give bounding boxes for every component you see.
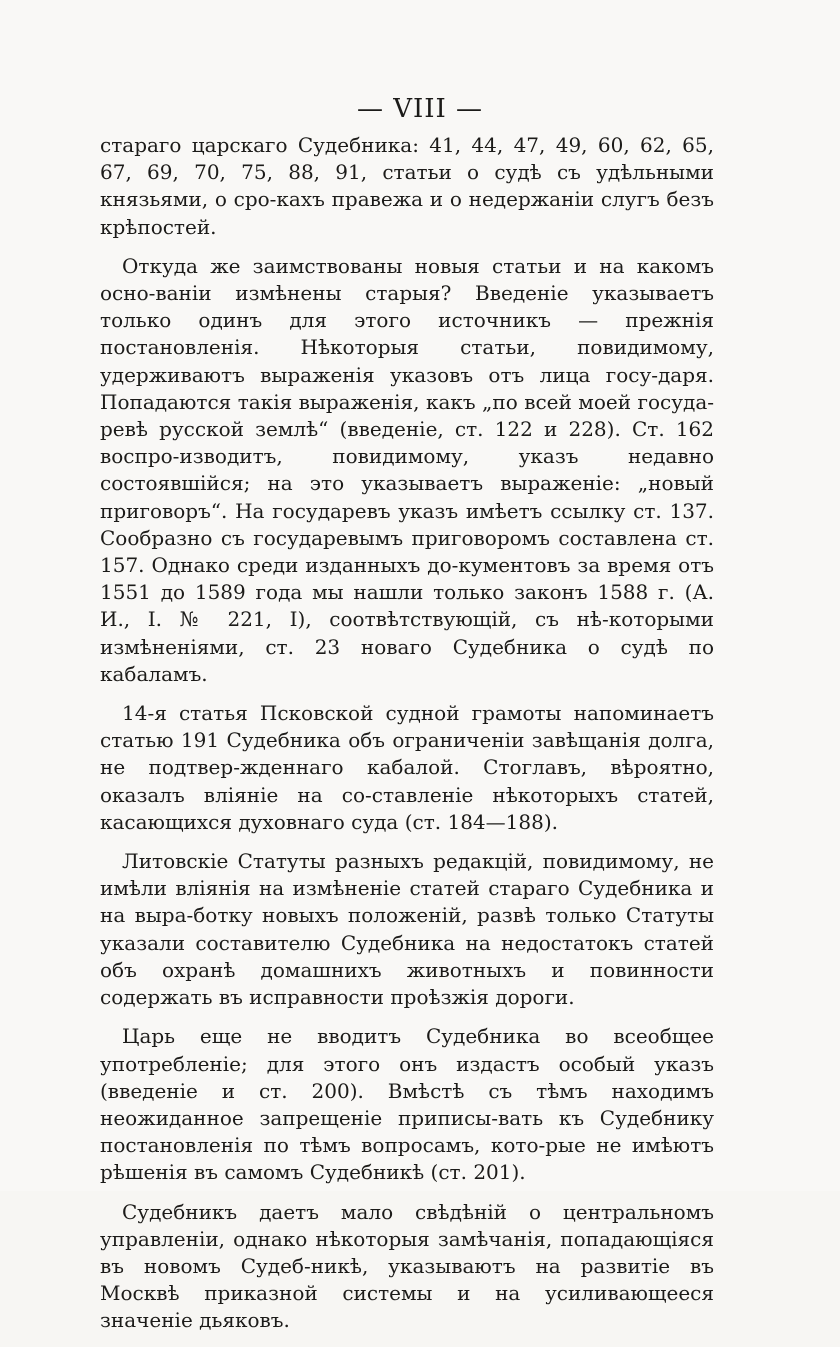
page-number: — VIII —: [356, 94, 484, 124]
paragraph: Откуда же заимствованы новыя статьи и на какомъ осно-ваніи измѣнены старыя? Введеніе указываетъ только одинъ для этого источникъ — прежнія постановленія. Нѣкоторыя статьи, повидимому, удерживаютъ выраженія указовъ отъ лица госу-даря. Попадаются такія выраженія, какъ „по всей моей госуда-ревѣ русской землѣ“ (введеніе, ст. 122 и 228). Ст. 162 воспро-изводитъ, повидимому, указъ недавно состоявшійся; на это указываетъ выраженіе: „новый приговоръ“. На государевъ указъ имѣетъ ссылку ст. 137. Сообразно съ государевымъ приговоромъ составлена ст. 157. Однако среди изданныхъ до-кументовъ за время отъ 1551 до 1589 года мы нашли только законъ 1588 г. (А. И., I. № 221, I), соотвѣтствующій, съ нѣ-которыми измѣненіями, ст. 23 новаго Судебника о судѣ по кабаламъ.: [100, 253, 714, 686]
body-text: [100, 132, 714, 1347]
paragraph: Литовскіе Статуты разныхъ редакцій, повидимому, не имѣли вліянія на измѣненіе статей стараго Судебника и на выра-ботку новыхъ положеній, развѣ только Статуты указали составителю Судебника на недостатокъ статей объ охранѣ домашнихъ животныхъ и повинности содержать въ исправности проѣзжія дороги.: [100, 849, 714, 1010]
paragraph: Царь еще не вводитъ Судебника во всеобщее употребленіе; для этого онъ издастъ особый указъ (введеніе и ст. 200). Вмѣстѣ съ тѣмъ находимъ неожиданное запрещеніе приписы-вать къ Судебнику постановленія по тѣмъ вопросамъ, кото-рые не имѣютъ рѣшенія въ самомъ Судебникѣ (ст. 201).: [100, 1024, 714, 1185]
paragraph: Судебникъ даетъ мало свѣдѣній о центральномъ управленіи, однако нѣкоторыя замѣчанія, попадающіяся въ новомъ Судеб-никѣ, указываютъ на развитіе въ Москвѣ приказной системы и на усиливающееся значеніе дьяковъ.: [100, 1199, 714, 1333]
paragraph: стараго царскаго Судебника: 41, 44, 47, 49, 60, 62, 65, 67, 69, 70, 75, 88, 91, статьи о судѣ съ удѣльными князьями, о сро-кахъ правежа и о недержаніи слугъ безъ крѣпостей.: [100, 133, 714, 239]
paragraph: 14-я статья Псковской судной грамоты напоминаетъ статью 191 Судебника объ ограниченіи завѣщанія долга, не подтвер-жденнаго кабалой. Стоглавъ, вѣроятно, оказалъ вліяніе на со-ставленіе нѣкоторыхъ статей, касающихся духовнаго суда (ст. 184—188).: [100, 701, 714, 834]
